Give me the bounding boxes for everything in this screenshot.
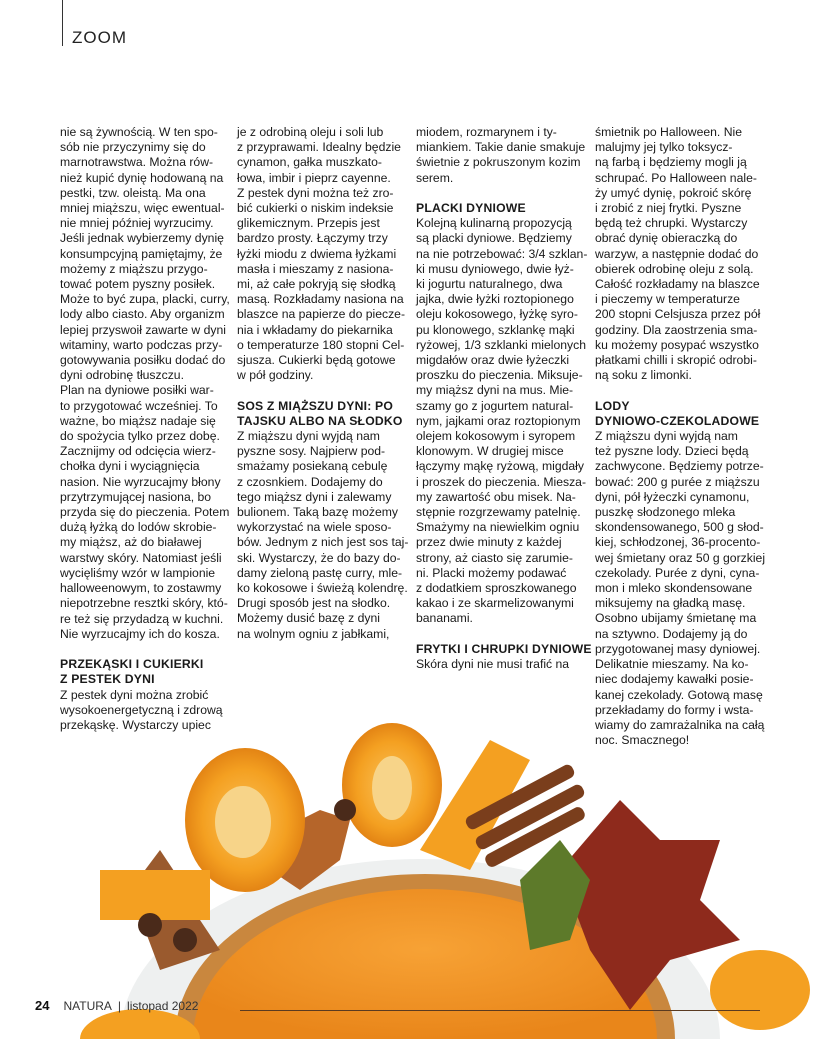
body-text-line: na sztywno. Dodajemy ją do: [595, 626, 748, 641]
body-text-line: masą. Rozkładamy nasiona na: [237, 292, 404, 307]
body-text-line: kanej czekolady. Gotową masę: [595, 687, 763, 702]
body-text-line: łączymy mąkę ryżową, migdały: [416, 459, 584, 474]
body-text-line: ważne, bo miąższ nadaje się: [60, 413, 216, 428]
body-text-line: szamy go z jogurtem natural-: [416, 398, 574, 413]
body-text-line: proszku do pieczenia. Miksuje-: [416, 368, 583, 383]
body-text-line: kakao i ze skarmelizowanymi: [416, 596, 574, 611]
body-text-line: bardzo prosty. Łączymy trzy: [237, 231, 388, 246]
body-text-line: łyżki miodu z dwiema łyżkami: [237, 246, 397, 261]
pumpkin-wedge-core: [372, 756, 412, 820]
body-text-line: przekąskę. Wystarczy upiec: [60, 717, 211, 732]
body-text-line: i proszek do pieczenia. Miesza-: [416, 474, 587, 489]
body-text-line: godziny. Dla zaostrzenia sma-: [595, 322, 758, 337]
body-text-line: tować potem pyszny posiłek.: [60, 277, 216, 292]
body-text-line: wykorzystać na wiele sposo-: [237, 520, 392, 535]
body-text-line: damy zieloną pastę curry, mle-: [237, 565, 403, 580]
body-text-line: Skóra dyni nie musi trafić na: [416, 657, 570, 672]
paragraph-gap: [60, 642, 232, 657]
body-text-line: obrać dynię obieraczką do: [595, 231, 738, 246]
body-text-line: przez dwie minuty z każdej: [416, 535, 562, 550]
body-text-line: ski. Wystarczy, że do bazy do-: [237, 550, 401, 565]
footer-separator: |: [117, 999, 122, 1013]
body-text-line: płatkami chilli i skropić odrobi-: [595, 353, 757, 368]
body-text-line: niepotrzebne resztki skóry, któ-: [60, 596, 228, 611]
body-text-line: warzyw, a następnie dodać do: [595, 246, 759, 261]
body-text-line: sjusza. Cukierki będą gotowe: [237, 353, 396, 368]
body-text-line: re też się przydadzą w kuchni.: [60, 611, 224, 626]
section-heading-line: LODY: [595, 398, 630, 413]
body-text-line: pestki, tzw. oleistą. Ma ona: [60, 185, 206, 200]
body-text-line: śmietnik po Halloween. Nie: [595, 125, 742, 139]
body-text-line: lepiej przyswoił zawarte w dyni: [60, 322, 226, 337]
body-text-line: nież kupić dynię hodowaną na: [60, 170, 224, 185]
body-text-line: bów. Jednym z nich jest sos taj-: [237, 535, 409, 550]
body-text-line: schrupać. Po Halloween nale-: [595, 170, 757, 185]
body-text-line: Z pestek dyni można też zro-: [237, 185, 394, 200]
body-text-line: ku możemy posypać wszystko: [595, 337, 759, 352]
body-text-line: noc. Smacznego!: [595, 733, 690, 748]
body-text-line: warstwy skóry. Natomiast jeśli: [60, 550, 222, 565]
body-text-line: Możemy dusić bazę z dyni: [237, 611, 380, 626]
body-text-line: mi, aż całe pokryją się słodką: [237, 277, 396, 292]
body-text-line: je z odrobiną oleju i soli lub: [237, 125, 384, 139]
section-heading-line: TAJSKU ALBO NA SŁODKO: [237, 413, 403, 428]
body-text-line: z dodatkiem sproszkowanego: [416, 581, 577, 596]
column-3: [416, 125, 592, 672]
body-text-line: Z miąższu dyni wyjdą nam: [595, 429, 738, 444]
body-text-line: my miąższ, aż do białawej: [60, 535, 202, 550]
body-text-line: sób nie przyczynimy się do: [60, 140, 206, 155]
body-text-line: ni. Placki możemy podawać: [416, 565, 567, 580]
body-text-line: lody albo ciasto. Aby organizm: [60, 307, 225, 322]
body-text-line: bić cukierki o niskim indeksie: [237, 201, 394, 216]
body-text-line: cynamon, gałka muszkato-: [237, 155, 382, 170]
body-text-line: nym, jajkami oraz roztopionym: [416, 413, 581, 428]
body-text-line: do spożycia tylko przez dobę.: [60, 429, 220, 444]
body-text-line: Może to być zupa, placki, curry,: [60, 292, 230, 307]
body-text-line: Całość rozkładamy na blaszce: [595, 277, 760, 292]
body-text-line: oleju kokosowego, łyżkę syro-: [416, 307, 578, 322]
body-text-line: jajka, dwie łyżki roztopionego: [416, 292, 574, 307]
body-text-line: Z pestek dyni można zrobić: [60, 687, 209, 702]
section-heading-line: PLACKI DYNIOWE: [416, 201, 526, 215]
body-text-line: pyszne sosy. Najpierw pod-: [237, 444, 386, 459]
body-text-line: marnotrawstwa. Można rów-: [60, 155, 214, 170]
body-text-line: Osobno ubijamy śmietanę ma: [595, 611, 757, 626]
body-text-line: nasion. Nie wyrzucajmy błony: [60, 474, 221, 489]
magazine-name: NATURA: [63, 999, 112, 1013]
body-text-line: mon i mleko skondensowane: [595, 581, 753, 596]
body-text-line: w pół godziny.: [237, 368, 314, 383]
body-text-line: halloweenowym, to zostawmy: [60, 581, 222, 596]
body-text-line: obierek odrobinę oleju z solą.: [595, 261, 754, 276]
body-text-line: skondensowanego, 500 g słod-: [595, 520, 764, 535]
body-text-line: stępnie rozgrzewamy patelnię.: [416, 505, 581, 520]
section-heading-line: SOS Z MIĄŻSZU DYNI: PO: [237, 398, 394, 413]
body-text-line: dyni odrobinę tłuszczu.: [60, 368, 184, 383]
body-text-line: przekładamy do formy i wsta-: [595, 702, 754, 717]
body-text-line: niec dodajemy kawałki posie-: [595, 672, 754, 687]
section-heading-line: PRZEKĄSKI I CUKIERKI: [60, 657, 204, 672]
body-text-line: Z miąższu dyni wyjdą nam: [237, 429, 380, 444]
body-text-line: Drugi sposób jest na słodko.: [237, 596, 391, 611]
body-text-line: gotowywania posiłku dodać do: [60, 353, 226, 368]
body-text-line: wycięliśmy wzór w lampionie: [60, 565, 216, 580]
body-text-line: bulionem. Taką bazę możemy: [237, 505, 399, 520]
section-heading-line: DYNIOWO-CZEKOLADOWE: [595, 413, 760, 428]
body-text-line: z przyprawami. Idealny będzie: [237, 140, 401, 155]
body-text-line: Zacznijmy od odcięcia wierz-: [60, 444, 216, 459]
body-text-line: też pyszne lody. Dzieci będą: [595, 444, 749, 459]
body-text-line: strony, aż ciasto się zarumie-: [416, 550, 573, 565]
body-text-line: puszkę słodzonego mleka: [595, 505, 736, 520]
paragraph-gap: [416, 627, 588, 642]
body-text-line: malujmy jej tylko toksycz-: [595, 140, 733, 155]
body-text-line: ryżowej, 1/3 szklanki mielonych: [416, 337, 587, 352]
footer-rule: [240, 1010, 760, 1011]
body-text-line: klonowym. W drugiej misce: [416, 444, 564, 459]
body-text-line: nie są żywnością. W ten spo-: [60, 125, 218, 139]
body-text-line: my zawartość obu misek. Na-: [416, 489, 576, 504]
body-text-line: serem.: [416, 170, 454, 185]
body-text-line: ko kokosowe i świeżą kolendrę.: [237, 581, 408, 596]
body-text-line: ki musu dyniowego, dwie łyż-: [416, 261, 574, 276]
pumpkin-piece-right: [710, 950, 810, 1030]
body-text-line: na nie potrzebować: 3/4 szklan-: [416, 246, 588, 261]
body-text-line: wysokoenergetyczną i zdrową: [60, 702, 223, 717]
body-text-line: blaszce na papierze do piecze-: [237, 307, 406, 322]
body-text-line: mniej miąższu, więc ewentual-: [60, 201, 225, 216]
body-text-line: będą też chrupki. Wystarczy: [595, 216, 748, 231]
body-text-line: ną soku z limonki.: [595, 368, 692, 383]
column-2: [237, 125, 409, 642]
paragraph-gap: [237, 383, 409, 398]
body-text-line: przygotowanej masy dyniowej.: [595, 641, 761, 656]
body-text-line: my miąższ dyni na mus. Mie-: [416, 383, 574, 398]
body-text-line: chołka dyni i wyciągnięcia: [60, 459, 200, 474]
body-text-line: nia i wkładamy do piekarnika: [237, 322, 393, 337]
body-text-line: przyda się do pieczenia. Potem: [60, 505, 230, 520]
issue-date: listopad 2022: [127, 999, 199, 1013]
body-text-line: przytrzymującej nasiona, bo: [60, 489, 212, 504]
body-text-line: świetnie z pokruszonym kozim: [416, 155, 581, 170]
body-text-line: bananami.: [416, 611, 473, 626]
body-text-line: miankiem. Takie danie smakuje: [416, 140, 586, 155]
paragraph-gap: [416, 186, 588, 201]
body-text-line: ży umyć dynię, pokroić skórę: [595, 185, 752, 200]
body-text-line: Kolejną kulinarną propozycją: [416, 216, 572, 231]
section-title: ZOOM: [72, 28, 127, 47]
body-text-line: nie mniej później wyrzucimy.: [60, 216, 214, 231]
body-text-line: pu klonowego, szklankę mąki: [416, 322, 575, 337]
body-text-line: ną farbą i będziemy mogli ją: [595, 155, 747, 170]
body-text-line: wej śmietany oraz 50 g gorzkiej: [595, 550, 766, 565]
body-text-line: tego miąższ dyni i zalewamy: [237, 489, 392, 504]
column-4: [595, 125, 767, 748]
pumpkin-pie-illustration: [0, 717, 813, 1039]
body-text-line: miodem, rozmarynem i ty-: [416, 125, 557, 139]
page-number: 24: [35, 998, 50, 1013]
body-text-line: z czosnkiem. Dodajemy do: [237, 474, 383, 489]
pumpkin-piece-left: [100, 870, 210, 920]
body-text-line: glikemicznym. Przepis jest: [237, 216, 380, 231]
body-text-line: miksujemy na gładką masę.: [595, 596, 746, 611]
body-text-line: Smażymy na niewielkim ogniu: [416, 520, 580, 535]
body-text-line: o temperaturze 180 stopni Cel-: [237, 337, 405, 352]
body-text-line: i zrobić z niej frytki. Pyszne: [595, 201, 742, 216]
body-text-line: to przygotować wcześniej. To: [60, 398, 218, 413]
body-text-line: i pieczemy w temperaturze: [595, 292, 740, 307]
paragraph-gap: [595, 383, 767, 398]
column-1: [60, 125, 232, 733]
body-text-line: dużą łyżką do lodów skrobie-: [60, 520, 217, 535]
body-text-line: bować: 200 g purée z miąższu: [595, 474, 760, 489]
body-text-line: wiamy do zamrażalnika na całą: [595, 717, 765, 732]
page-footer: [35, 998, 198, 1013]
body-text-line: migdałów oraz dwie łyżeczki: [416, 353, 570, 368]
body-text-line: masła i mieszamy z nasiona-: [237, 261, 394, 276]
body-text-line: są placki dyniowe. Będziemy: [416, 231, 572, 246]
body-text-line: Delikatnie mieszamy. Na ko-: [595, 657, 749, 672]
body-text-line: Jeśli jednak wybierzemy dynię: [60, 231, 224, 246]
body-text-line: łowa, imbir i pieprz cayenne.: [237, 170, 391, 185]
body-text-line: czekolady. Purée z dyni, cyna-: [595, 565, 760, 580]
body-text-line: olejem kokosowym i syropem: [416, 429, 576, 444]
body-text-line: zachwycone. Będziemy potrze-: [595, 459, 764, 474]
section-heading-line: Z PESTEK DYNI: [60, 672, 155, 687]
body-text-line: na wolnym ogniu z jabłkami,: [237, 626, 390, 641]
body-text-line: kiej, schłodzonej, 36-procento-: [595, 535, 761, 550]
body-text-line: możemy z miąższu przygo-: [60, 261, 208, 276]
body-text-line: Nie wyrzucajmy ich do kosza.: [60, 626, 220, 641]
body-text-line: 200 stopni Celsjusza przez pół: [595, 307, 761, 322]
body-text-line: Plan na dyniowe posiłki war-: [60, 383, 214, 398]
body-text-line: witaminy, warto podczas przy-: [60, 337, 223, 352]
body-text-line: ki jogurtu naturalnego, dwa: [416, 277, 563, 292]
header-rule: [62, 0, 63, 46]
body-text-line: smażamy posiekaną cebulę: [237, 459, 388, 474]
body-text-line: dyni, pół łyżeczki cynamonu,: [595, 489, 750, 504]
body-text-line: konsumpcyjną pamiętajmy, że: [60, 246, 223, 261]
pumpkin-seed-core: [215, 786, 271, 858]
section-heading-line: FRYTKI I CHRUPKI DYNIOWE: [416, 641, 592, 656]
